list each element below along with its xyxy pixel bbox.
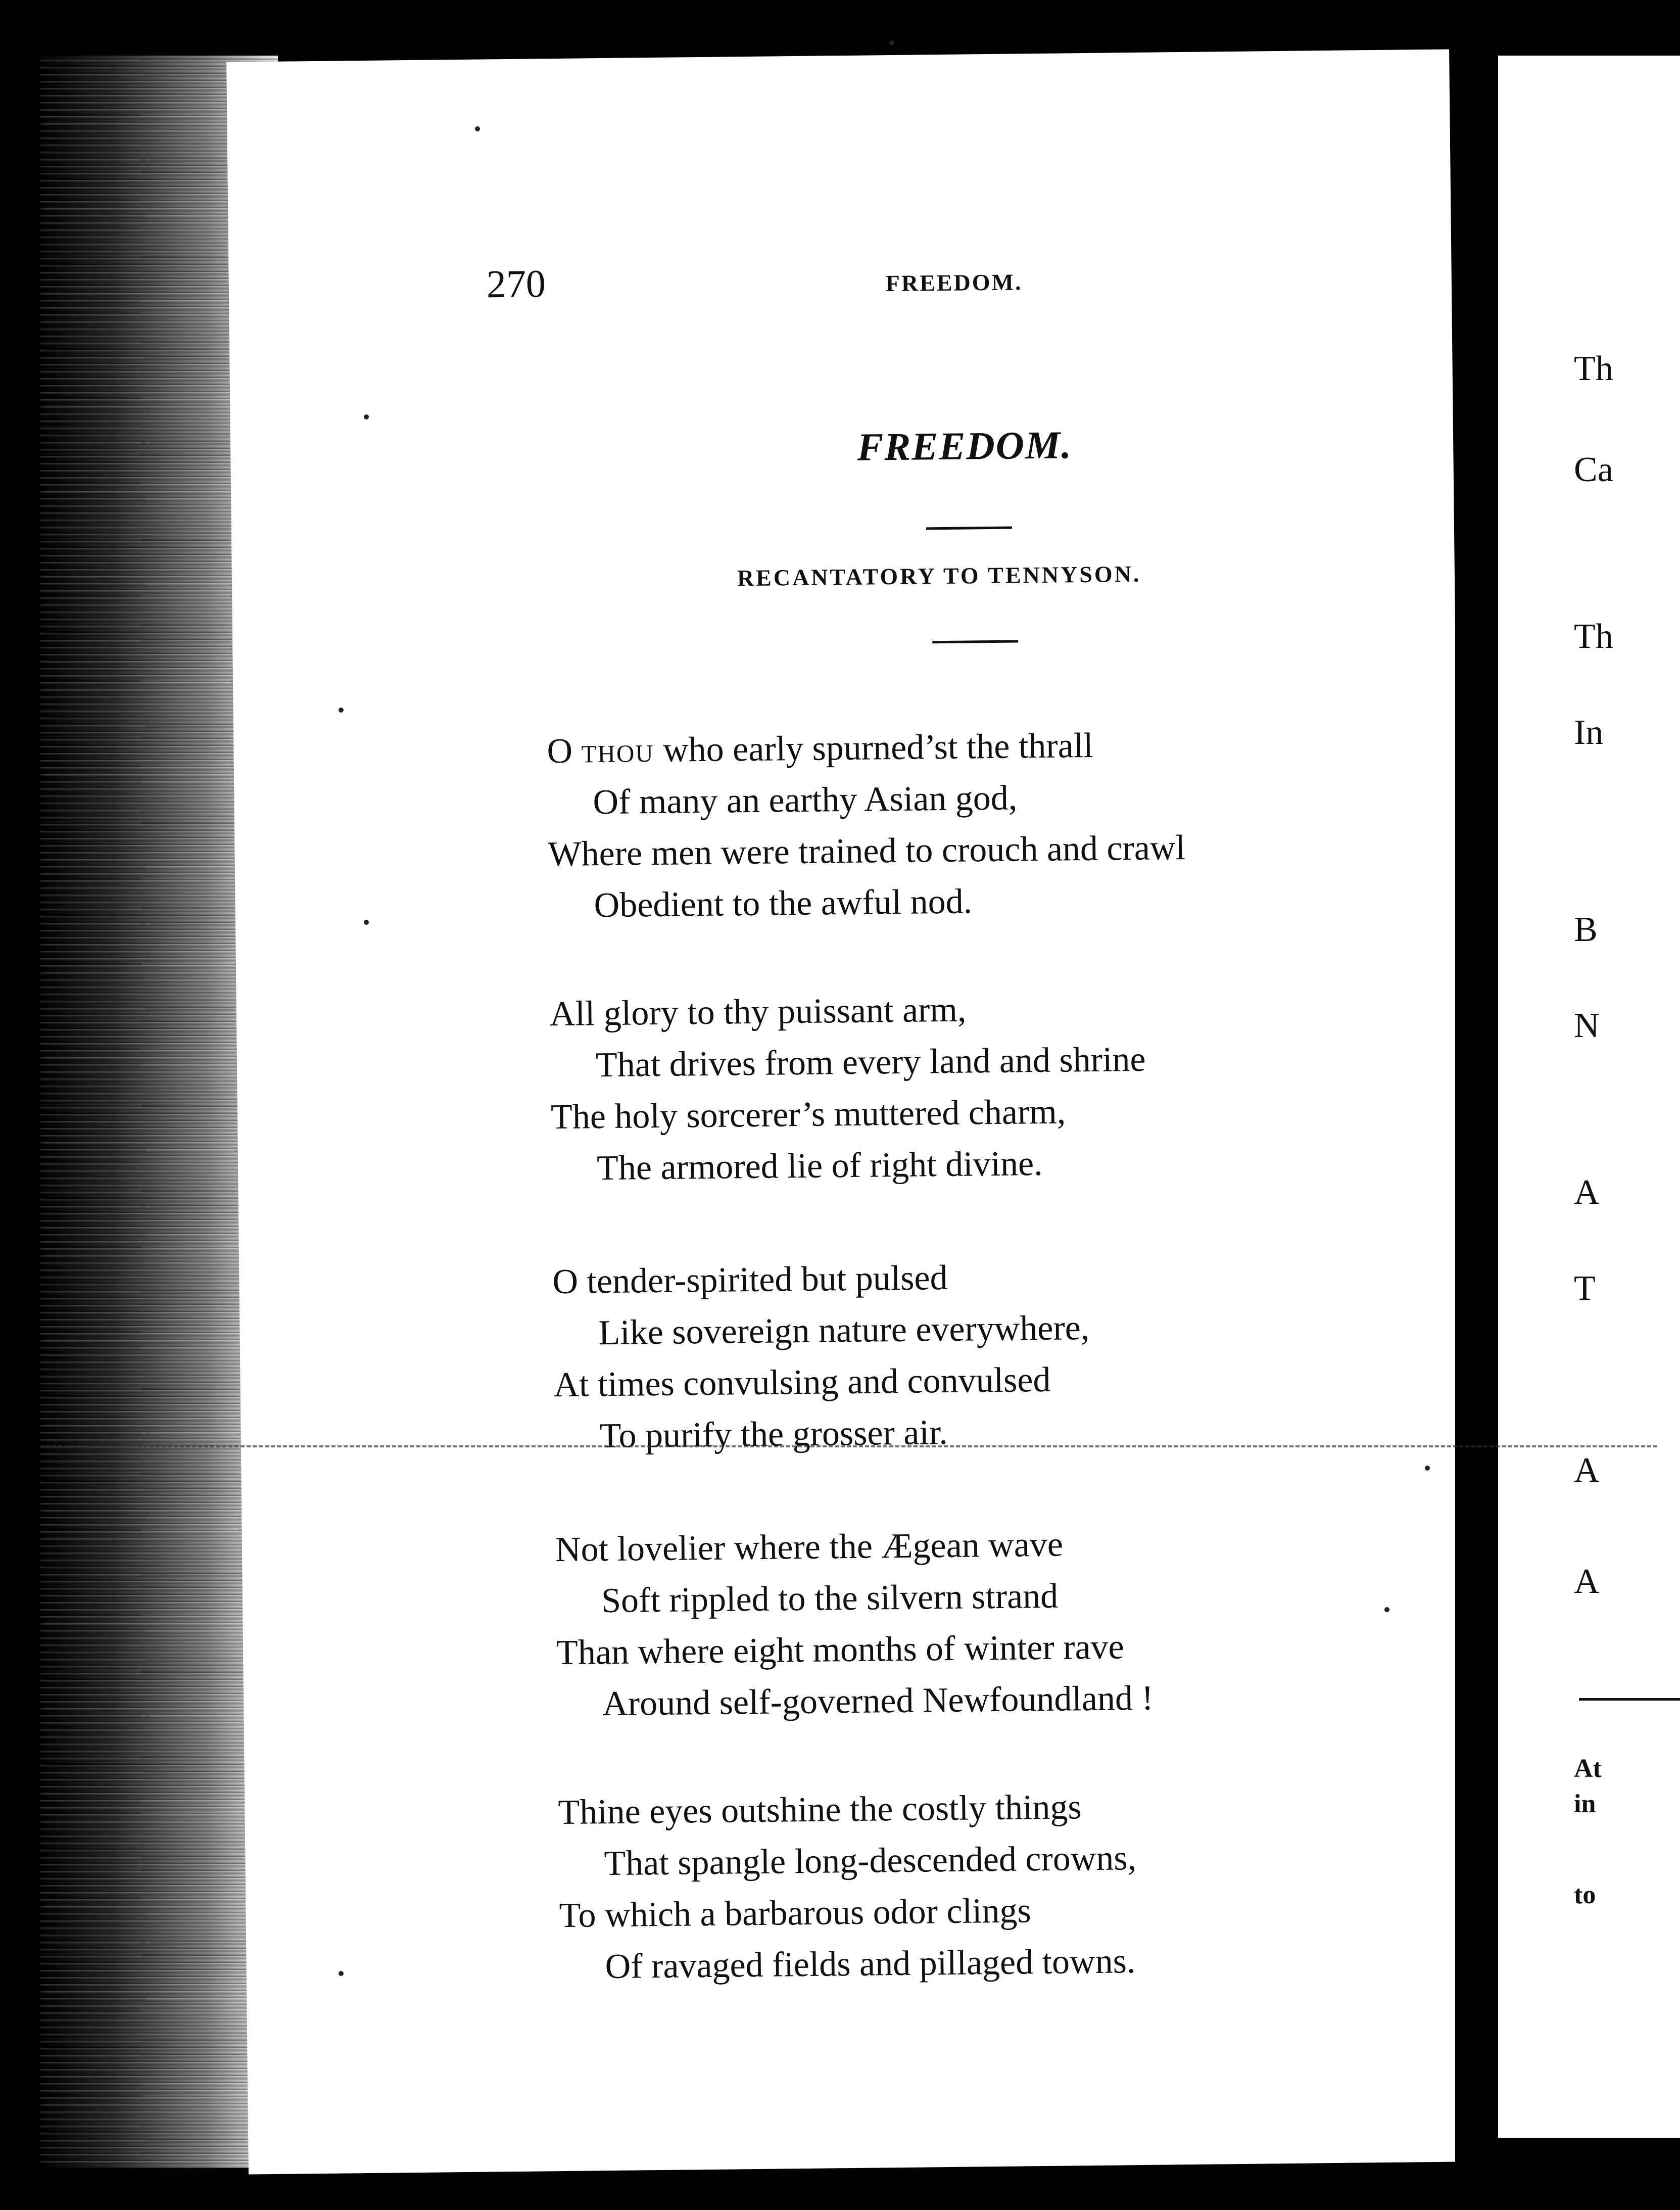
poem-line: Thine eyes outshine the costly things	[558, 1788, 1082, 1832]
stanza	[547, 715, 1559, 932]
running-head: FREEDOM.	[885, 269, 1023, 297]
facing-page-text: In	[1574, 713, 1604, 752]
stanza	[558, 1776, 1570, 1993]
poem-title: FREEDOM.	[856, 422, 1073, 469]
facing-page-text: Th	[1574, 617, 1613, 656]
poem-line: Not lovelier where the Ægean wave	[555, 1525, 1064, 1570]
stanza	[549, 978, 1562, 1195]
poem-line: All glory to thy puissant arm,	[549, 990, 967, 1034]
line-start: O	[547, 731, 582, 771]
page-number: 270	[486, 261, 546, 306]
poem-line: At times convulsing and convulsed	[553, 1360, 1051, 1405]
scan-speck	[364, 920, 369, 925]
poem-line: Of many an earthy Asian god,	[593, 778, 1018, 822]
poem-line: Obedient to the awful nod.	[594, 882, 973, 925]
facing-page-text: to	[1574, 1880, 1596, 1909]
scan-fold-line	[40, 1445, 1657, 1447]
poem-line: Around self-governed Newfoundland !	[602, 1678, 1154, 1724]
page-content	[226, 49, 1471, 2174]
poem-line: To which a barbarous odor clings	[559, 1891, 1032, 1936]
scan-speck	[339, 708, 344, 713]
poem-line: Of ravaged fields and pillaged towns.	[605, 1942, 1136, 1987]
book-page	[226, 49, 1471, 2174]
facing-page-text: A	[1574, 1562, 1600, 1601]
facing-page-text: T	[1574, 1269, 1596, 1308]
stanza	[552, 1246, 1565, 1463]
poem-line: That spangle long-descended crowns,	[604, 1839, 1137, 1884]
facing-page-text: in	[1574, 1790, 1596, 1818]
facing-page-fragment	[1498, 56, 1680, 2138]
line-rest: who early spurned’st the thrall	[654, 726, 1093, 770]
facing-page-text: At	[1574, 1754, 1602, 1783]
poem-line: Than where eight months of winter rave	[556, 1627, 1125, 1673]
poem-line: To purify the grosser air.	[599, 1413, 948, 1456]
stanza	[555, 1514, 1568, 1730]
facing-page-text: A	[1574, 1451, 1600, 1490]
facing-page-text: N	[1574, 1006, 1600, 1045]
poem-line: The holy sorcerer’s muttered charm,	[550, 1092, 1066, 1137]
scan-speck	[1425, 1466, 1430, 1471]
subtitle-divider	[932, 640, 1018, 643]
poem-subtitle: RECANTATORY TO TENNYSON.	[737, 560, 1141, 591]
poem-line: Like sovereign nature everywhere,	[598, 1308, 1090, 1353]
title-divider	[926, 527, 1012, 530]
poem-line: The armored lie of right divine.	[596, 1144, 1043, 1188]
poem-line: Soft rippled to the silvern strand	[601, 1576, 1059, 1621]
facing-page-text: A	[1574, 1173, 1600, 1212]
poem-line: Where men were trained to crouch and crawl	[548, 828, 1186, 874]
scan-speck	[364, 414, 369, 419]
facing-page-text: Ca	[1574, 450, 1613, 489]
poem-line: O tender-spirited but pulsed	[552, 1258, 948, 1302]
scan-speck	[889, 40, 894, 45]
scan-speck	[1384, 1607, 1389, 1612]
facing-page-text: Th	[1574, 349, 1613, 388]
scan-speck	[475, 126, 480, 131]
book-spine-shadow	[1455, 51, 1496, 2183]
facing-page-rule	[1579, 1698, 1680, 1701]
poem-line: That drives from every land and shrine	[595, 1040, 1146, 1085]
facing-page-text: B	[1574, 910, 1598, 949]
scan-speck	[339, 1971, 344, 1976]
small-caps-word: thou	[581, 730, 655, 771]
